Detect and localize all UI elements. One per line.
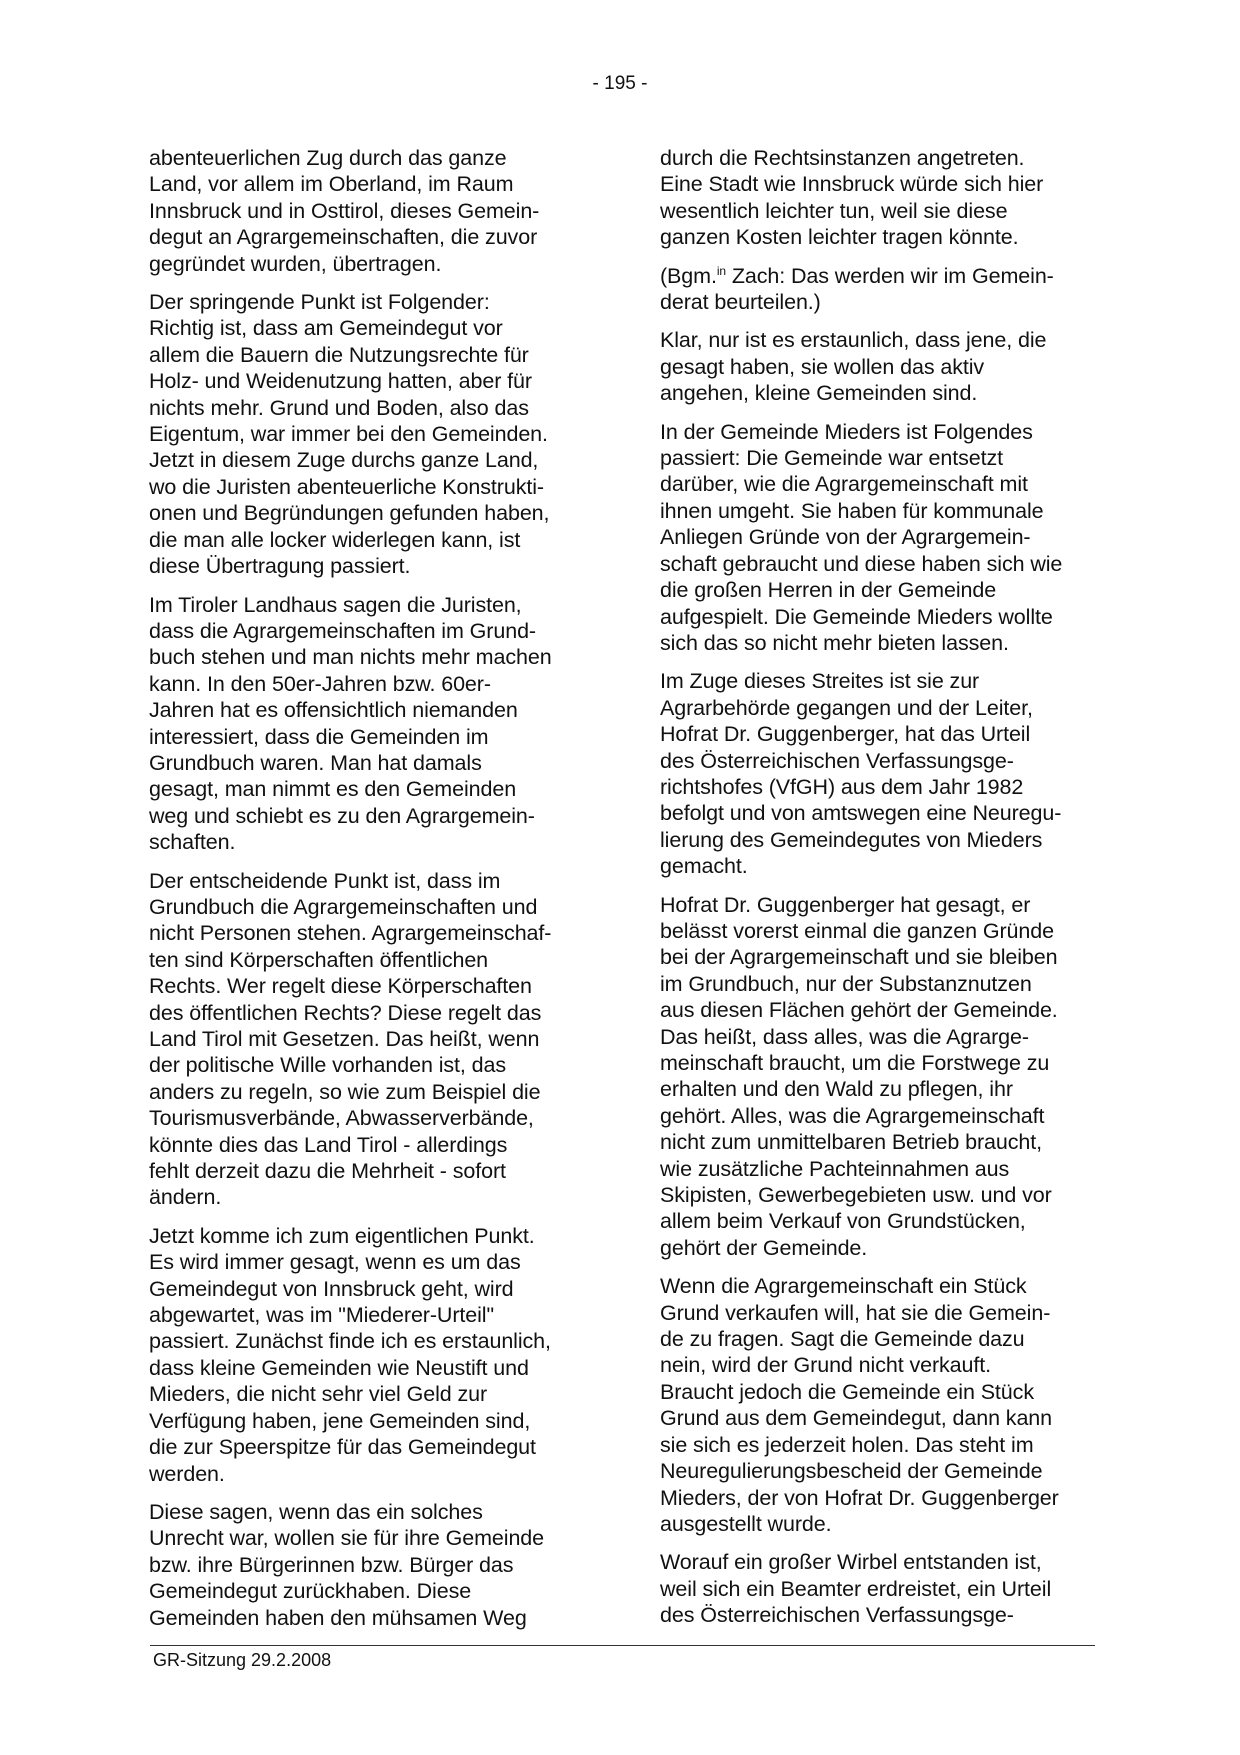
interjection-superscript: in [716,263,726,278]
footer-text: GR-Sitzung 29.2.2008 [153,1650,332,1670]
paragraph: Hofrat Dr. Guggenberger hat gesagt, er belässt vorerst einmal die ganzen Gründe bei der Agrargemeinschaft und sie bleiben im Grundbuch, nur der Substanznutzen aus diesen Flächen gehört der Gemeinde. Das heißt, dass alles, was die Agrarge- meinschaft braucht, um die Forstwege zu erhalten und den Wald zu pflegen, ihr gehört. Alles, was die Agrargemeinschaft nicht zum unmittelbaren Betrieb braucht, wie zusätzliche Pachteinnahmen aus Skipisten, Gewerbegebieten usw. und vor allem beim Verkauf von Grundstücken, gehört der Gemeinde. [660,892,1058,1260]
paragraph: Jetzt komme ich zum eigentlichen Punkt. Es wird immer gesagt, wenn es um das Gemeindegut von Innsbruck geht, wird abgewartet, was im "Miederer-Urteil" passiert. Zunächst finde ich es erstaunlich, dass kleine Gemeinden wie Neustift und Mieders, die nicht sehr viel Geld zur Verfügung haben, jene Gemeinden sind, die zur Speerspitze für das Gemeindegut werden. [149,1223,551,1486]
paragraph: Worauf ein großer Wirbel entstanden ist, weil sich ein Beamter erdreistet, ein Urteil des Österreichischen Verfassungsge- [660,1550,1052,1628]
right-column [660,145,1100,1641]
paragraph: durch die Rechtsinstanzen angetreten. Eine Stadt wie Innsbruck würde sich hier wesentlich leichter tun, weil sie diese ganzen Kosten leichter tragen könnte. [660,146,1044,250]
paragraph: Der springende Punkt ist Folgender: Richtig ist, dass am Gemeindegut vor allem die Bauern die Nutzungsrechte für Holz- und Weidenutzung hatten, aber für nichts mehr. Grund und Boden, also das Eigentum, war immer bei den Gemeinden. Jetzt in diesem Zuge durchs ganze Land, wo die Juristen abenteuerliche Konstrukti- onen und Begründungen gefunden haben, die man alle locker widerlegen kann, ist diese Übertragung passiert. [149,290,550,579]
paragraph: Klar, nur ist es erstaunlich, dass jene, die gesagt haben, sie wollen das aktiv angehen, kleine Gemeinden sind. [660,328,1047,406]
interjection-prefix: (Bgm. [660,263,717,288]
page-number: - 195 - [592,73,648,94]
left-column [149,145,589,1643]
paragraph: abenteuerlichen Zug durch das ganze Land, vor allem im Oberland, im Raum Innsbruck und in Osttirol, dieses Gemein- degut an Agrargemeinschaften, die zuvor gegründet wurden, übertragen. [149,146,540,276]
paragraph: Im Tiroler Landhaus sagen die Juristen, dass die Agrargemeinschaften im Grund- buch stehen und man nichts mehr machen kann. In den 50er-Jahren bzw. 60er- Jahren hat es offensichtlich niemanden interessiert, dass die Gemeinden im Grundbuch waren. Man hat damals gesagt, man nimmt es den Gemeinden weg und schiebt es zu den Agrargemein- schaften. [149,592,552,855]
paragraph: In der Gemeinde Mieders ist Folgendes passiert: Die Gemeinde war entsetzt darüber, wie die Agrargemeinschaft mit ihnen umgeht. Sie haben für kommunale Anliegen Gründe von der Agrargemein- schaft gebraucht und diese haben sich wie die großen Herren in der Gemeinde aufgespielt. Die Gemeinde Mieders wollte sich das so nicht mehr bieten lassen. [660,419,1063,655]
footer-divider [150,1645,1095,1646]
paragraph: Der entscheidende Punkt ist, dass im Grundbuch die Agrargemeinschaften und nicht Personen stehen. Agrargemeinschaf- ten sind Körperschaften öffentlichen Rechts. Wer regelt diese Körperschaften des öffentlichen Rechts? Diese regelt das Land Tirol mit Gesetzen. Das heißt, wenn der politische Wille vorhanden ist, das anders zu regeln, so wie zum Beispiel die Tourismusverbände, Abwasserverbände, könnte dies das Land Tirol - allerdings fehlt derzeit dazu die Mehrheit - sofort ändern. [149,868,552,1210]
paragraph: Im Zuge dieses Streites ist sie zur Agrarbehörde gegangen und der Leiter, Hofrat Dr. Guggenberger, hat das Urteil des Österreichischen Verfassungsge- richtshofes (VfGH) aus dem Jahr 1982 befolgt und von amtswegen eine Neuregu- lierung des Gemeindegutes von Mieders gemacht. [660,669,1062,879]
paragraph: Diese sagen, wenn das ein solches Unrecht war, wollen sie für ihre Gemeinde bzw. ihre Bürgerinnen bzw. Bürger das Gemeindegut zurückhaben. Diese Gemeinden haben den mühsamen Weg [149,1499,545,1630]
interjection-text: Zach: Das werden wir im Gemein- derat beurteilen.) [660,263,1054,315]
interjection [660,263,1100,316]
paragraph: Wenn die Agrargemeinschaft ein Stück Grund verkaufen will, hat sie die Gemein- de zu fragen. Sagt die Gemeinde dazu nein, wird der Grund nicht verkauft. Braucht jedoch die Gemeinde ein Stück Grund aus dem Gemeindegut, dann kann sie sich es jederzeit holen. Das steht im Neuregulierungsbescheid der Gemeinde Mieders, der von Hofrat Dr. Guggenberger ausgestellt wurde. [660,1274,1059,1536]
